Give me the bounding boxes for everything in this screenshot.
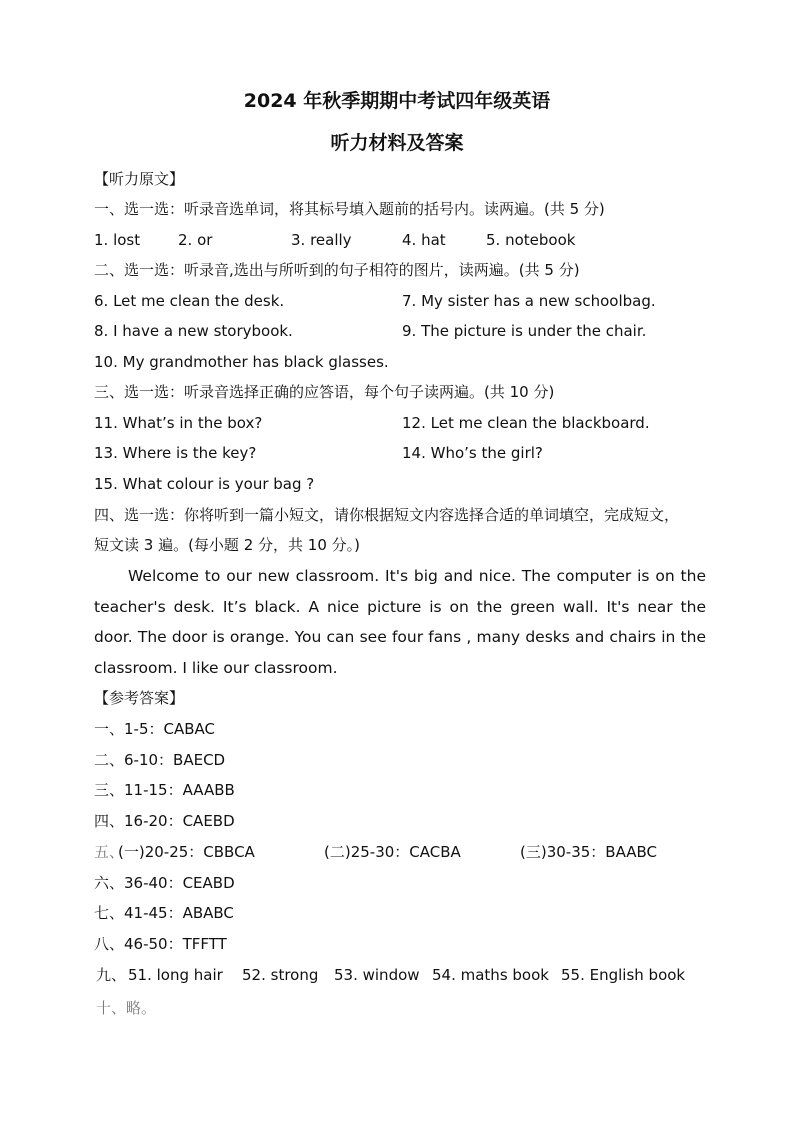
question-6: 6. Let me clean the desk. [94, 292, 285, 310]
question-11: 11. What’s in the box? [94, 414, 263, 432]
question-14: 14. Who’s the girl? [402, 444, 543, 462]
answer-section-7: 七、41-45：ABABC [94, 904, 234, 922]
section3-title: 三、选一选：听录音选择正确的应答语，每个句子读两遍。(共 10 分) [94, 383, 555, 401]
section4-title-line1: 四、选一选：你将听到一篇小短文，请你根据短文内容选择合适的单词填空，完成短文， [94, 506, 680, 524]
question-7: 7. My sister has a new schoolbag. [402, 292, 656, 310]
document-subtitle: 听力材料及答案 [330, 132, 464, 154]
listening-passage: Welcome to our new classroom. It's big and nice. The computer is on the teacher's desk. It’s black. A nice picture is on the green wall. It's near the door. The door is orange. You can see four fans , many desks and chairs in the classroom. I like our classroom. [94, 567, 706, 677]
answer-5-prefix: 五、 [94, 843, 125, 861]
question-13: 13. Where is the key? [94, 444, 257, 462]
answer-9-item: 54. maths book [432, 966, 549, 984]
document-title: 2024 年秋季期期中考试四年级英语 [243, 90, 551, 112]
section2-title: 二、选一选：听录音,选出与所听到的句子相符的图片，读两遍。(共 5 分) [94, 261, 580, 279]
question-15: 15. What colour is your bag ? [94, 475, 315, 493]
question-12: 12. Let me clean the blackboard. [402, 414, 650, 432]
question-10: 10. My grandmother has black glasses. [94, 353, 389, 371]
answer-section-1: 一、1-5：CABAC [94, 720, 215, 738]
answer-9-item: 51. long hair [128, 966, 223, 984]
question-9: 9. The picture is under the chair. [402, 322, 647, 340]
section1-title: 一、选一选：听录音选单词，将其标号填入题前的括号内。读两遍。(共 5 分) [94, 200, 605, 218]
listening-heading: 【听力原文】 [94, 170, 185, 188]
word-item: 2. or [178, 231, 213, 249]
answers-heading: 【参考答案】 [94, 689, 185, 707]
answer-5-part2: (二)25-30：CACBA [324, 843, 461, 861]
answer-5-part3: (三)30-35：BAABC [520, 843, 658, 861]
answer-section-2: 二、6-10：BAECD [94, 751, 226, 769]
word-item: 5. notebook [486, 231, 576, 249]
answer-section-3: 三、11-15：AAABB [94, 781, 235, 799]
answer-9-item: 55. English book [561, 966, 686, 984]
word-item: 1. lost [94, 231, 141, 249]
answer-9-item: 53. window [334, 966, 420, 984]
question-8: 8. I have a new storybook. [94, 322, 293, 340]
answer-section-8: 八、46-50：TFFTT [94, 935, 227, 953]
answer-9-prefix: 九、 [96, 966, 127, 984]
word-item: 3. really [291, 231, 352, 249]
word-item: 4. hat [402, 231, 446, 249]
answer-section-4: 四、16-20：CAEBD [94, 812, 235, 830]
answer-section-6: 六、36-40：CEABD [94, 874, 235, 892]
answer-9-item: 52. strong [242, 966, 319, 984]
section4-title-line2: 短文读 3 遍。(每小题 2 分，共 10 分。) [94, 536, 360, 554]
answer-5-part1: (一)20-25：CBBCA [118, 843, 255, 861]
answer-section-10: 十、略。 [96, 999, 157, 1017]
